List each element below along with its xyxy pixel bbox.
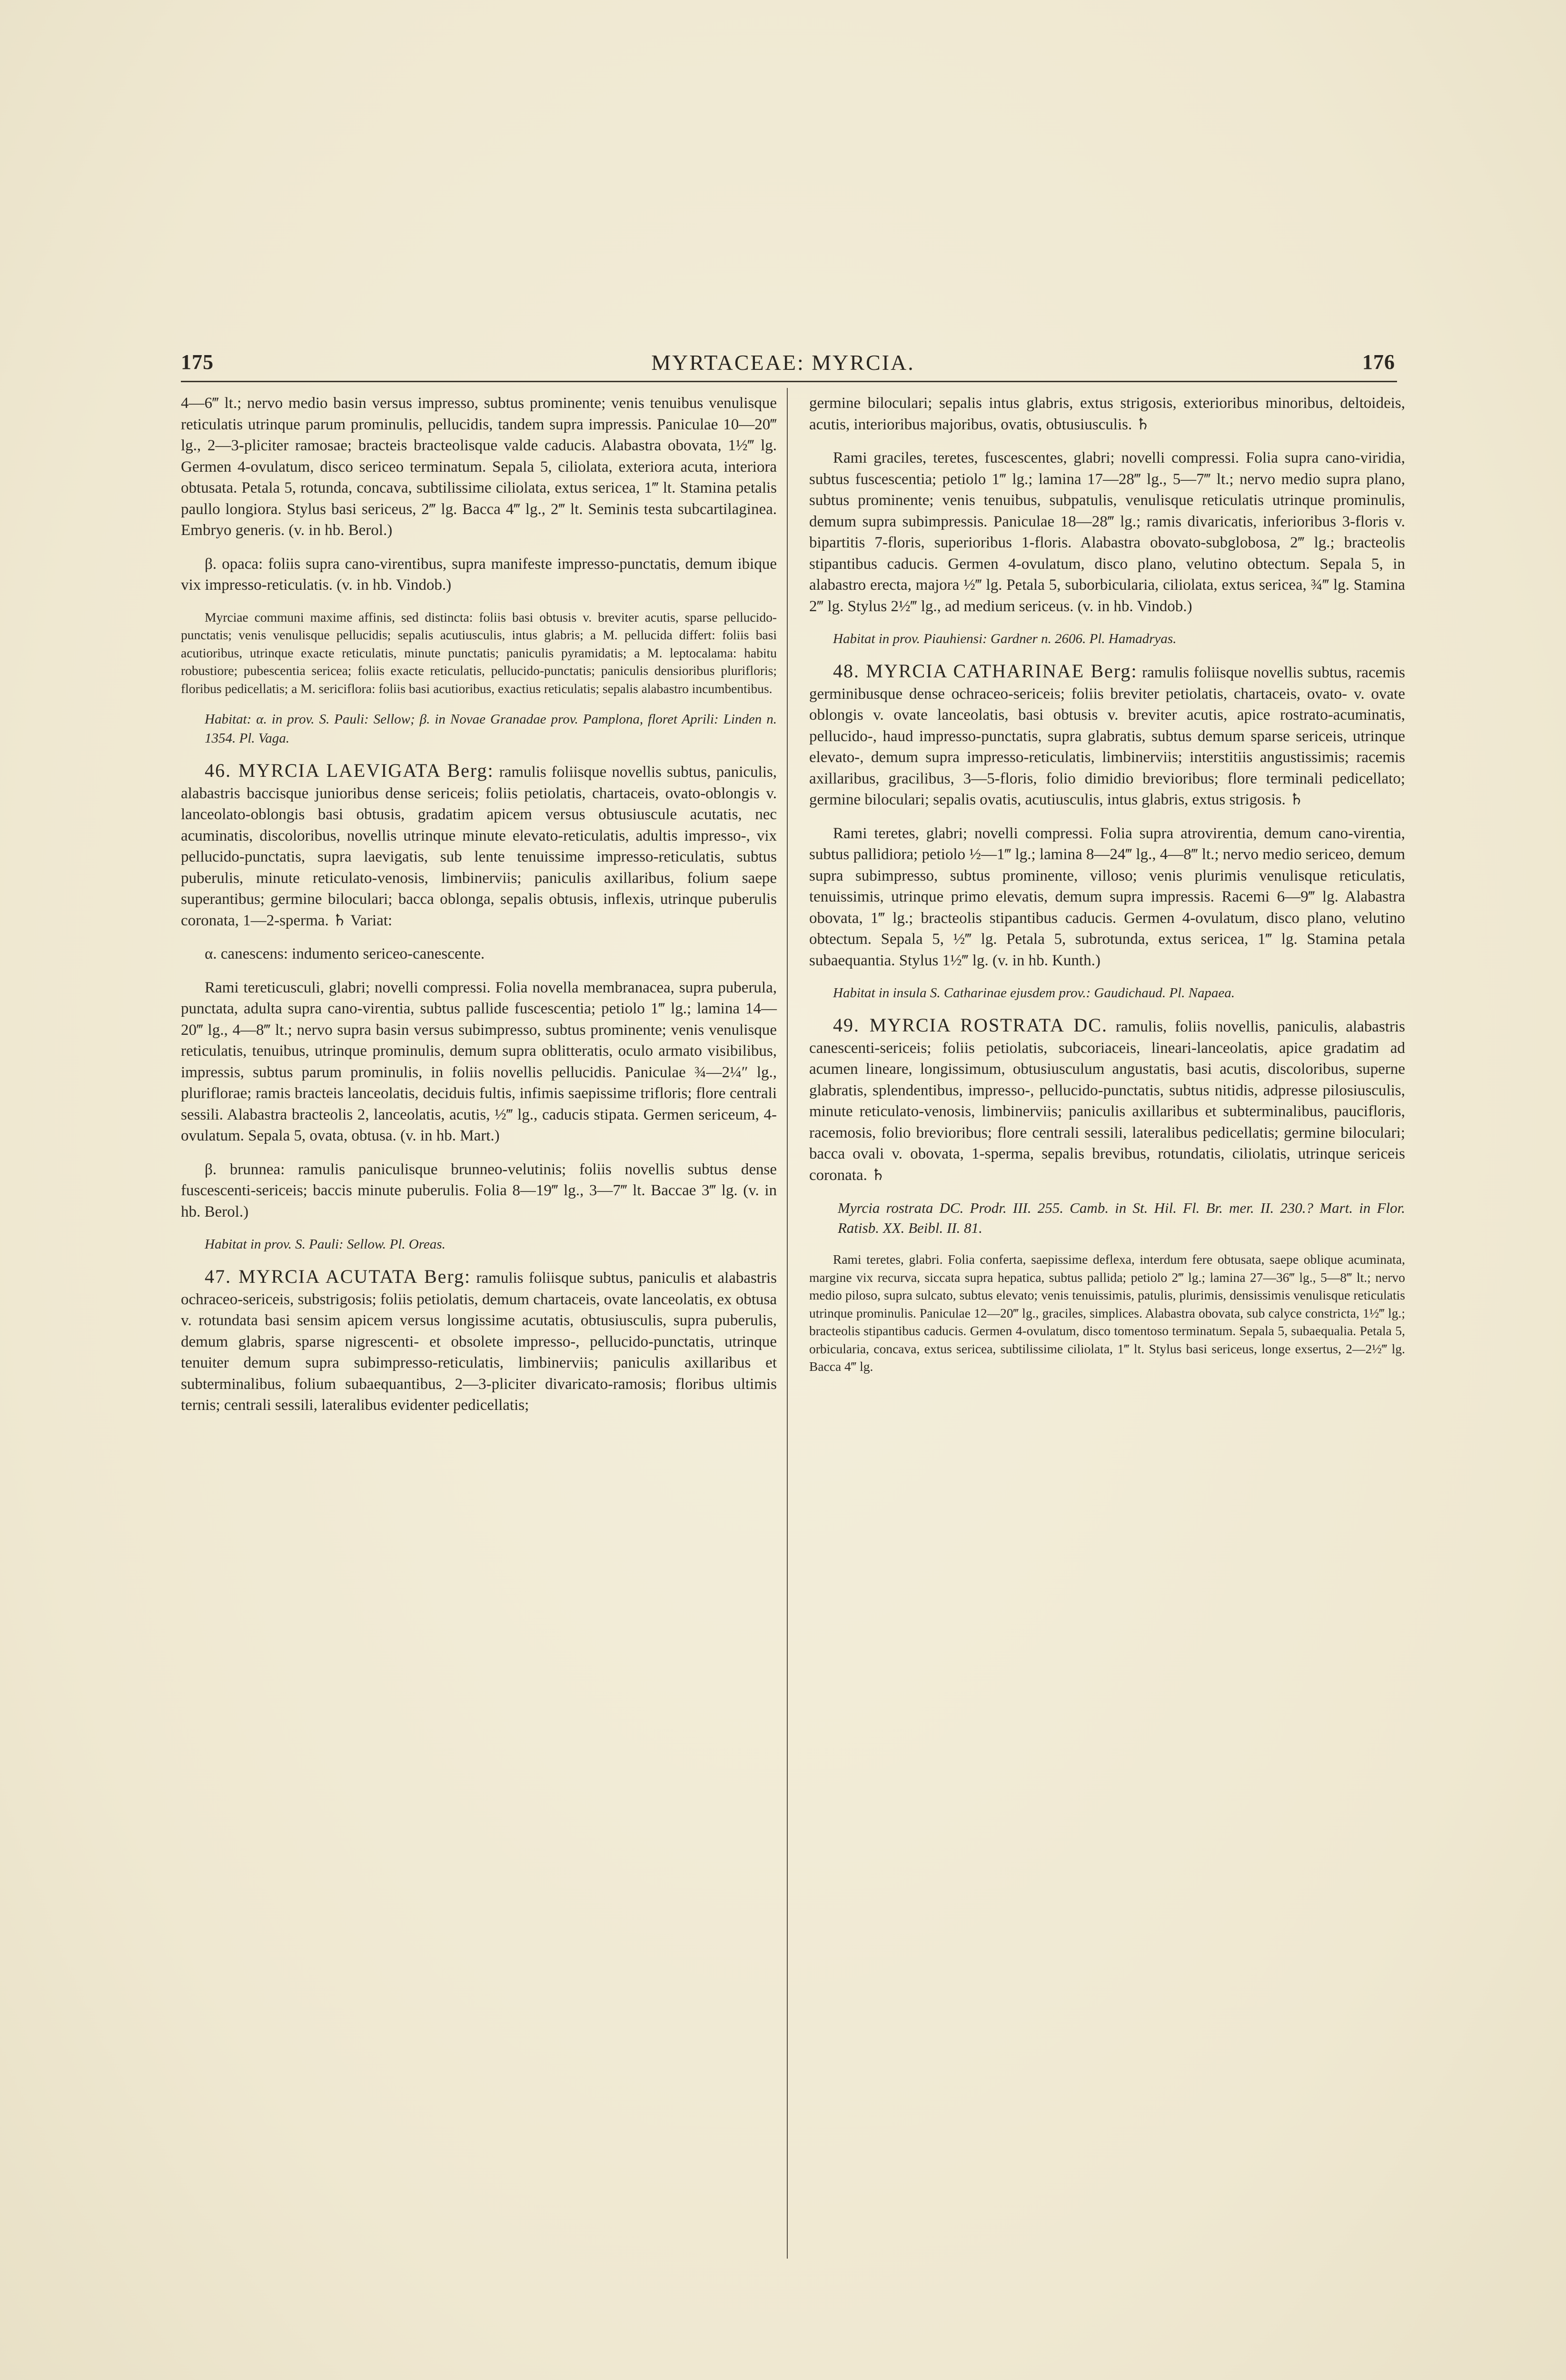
running-title: MYRTACEAE: MYRCIA. (651, 350, 915, 375)
species-heading: 48. MYRCIA CATHARINAE Berg: (833, 660, 1138, 682)
header-rule (181, 381, 1397, 382)
habitat-line: Habitat in prov. Piauhiensi: Gardner n. 2606. Pl. Hamadryas. (833, 631, 1177, 646)
species-heading: 47. MYRCIA ACUTATA Berg: (205, 1266, 471, 1287)
column-divider (787, 388, 788, 2259)
species-entry-49 (809, 1015, 1405, 1186)
habitat-line: Habitat: α. in prov. S. Pauli: Sellow; β. in Novae Granadae prov. Pamplona, floret Aprili: Linden n. 1354. Pl. Vaga. (205, 712, 777, 746)
habitat-line: Habitat in prov. S. Pauli: Sellow. Pl. Oreas. (205, 1237, 446, 1252)
species-diagnosis: ramulis foliisque novellis subtus, paniculis, alabastris baccisque junioribus dense sericeis; foliis petiolatis, chartaceis, ovato-oblongis v. lanceolato-oblongis basi obtusis, gradatim apicem versus obtusiuscule acutatis, nec acuminatis, discoloribus, novellis utrinque minute elevato-reticulatis, adultis impresso-, vix pellucido-punctatis, supra laevigatis, sub lente tenuissime impresso-reticulatis, subtus puberulis, minute reticulato-venosis, limbinerviis; paniculis axillaribus, folium saepe superantibus; germine biloculari; bacca oblonga, sepalis obtusis, inflexis, utrinque puberulis coronata, 1—2-sperma. ♄ Variat: (181, 764, 777, 929)
paragraph: β. brunnea: ramulis paniculisque brunneo-velutinis; foliis novellis subtus dense fuscescenti-sericeis; baccis minute puberulis. Folia 8—19‴ lg., 3—7‴ lt. Baccae 3‴ lg. (v. in hb. Berol.) (181, 1160, 777, 1220)
species-entry-47 (181, 1266, 777, 1416)
habitat-line: Habitat in insula S. Catharinae ejusdem prov.: Gaudichaud. Pl. Napaea. (833, 985, 1235, 1001)
paragraph: germine biloculari; sepalis intus glabris, extus strigosis, exterioribus minoribus, deltoideis, acutis, interioribus majoribus, ovatis, obtusiusculis. ♄ (809, 395, 1405, 433)
variety-line: α. canescens: indumento sericeo-canescente. (205, 945, 485, 962)
species-diagnosis: ramulis, foliis novellis, paniculis, alabastris canescenti-sericeis; foliis petiolatis, subcoriaceis, lineari-lanceolatis, apice gradatim ad acumen lineare, longissimum, obtusiusculum angustatis, basi acutis, discoloribus, superne glabratis, splendentibus, impresso-, pellucido-punctatis, subtus nitidis, adpresse pilosiusculis, minute reticulato-venosis, limbinerviis; paniculis axillaribus et subterminalibus, paucifloris, racemosis, folio brevioribus; flore centrali sessili, lateralibus pedicellatis; germine biloculari; bacca ovali v. obovata, 1-sperma, sepalis brevibus, rotundatis, ciliolatis, utrinque sericeis coronata. ♄ (809, 1018, 1405, 1184)
species-entry-46 (181, 760, 777, 931)
running-head (0, 350, 1566, 383)
left-column (181, 393, 777, 1428)
species-heading: 49. MYRCIA ROSTRATA DC. (833, 1014, 1108, 1036)
species-diagnosis: ramulis foliisque subtus, paniculis et alabastris ochraceo-sericeis, substrigosis; foliis petiolatis, demum chartaceis, ovate lanceolatis, ex obtusa v. rotundata basi sensim apicem versus longissime acutatis, obtusiusculis, supra puberulis, demum glabris, sparse nigrescenti- et obsolete impresso-, pellucido-punctatis, utrinque tenuiter demum supra subimpresso-reticulatis, limbinerviis; paniculis axillaribus et subterminalibus, folium subaequantibus, 2—3-pliciter divaricato-ramosis; floribus ultimis ternis; centrali sessili, lateralibus evidenter pedicellatis; (181, 1269, 777, 1414)
paragraph: Rami teretes, glabri; novelli compressi. Folia supra atrovirentia, demum cano-virentia, subtus pallidiora; petiolo ½—1‴ lg.; lamina 8—24‴ lg., 4—8‴ lt.; nervo medio sericeo, demum supra subimpresso, subtus prominente, villoso; venis plurimis venulisque reticulatis, tenuissimis, utrinque primo elevatis, demum supra impressis. Racemi 6—9‴ lg. Alabastra obovata, 1‴ lg.; bracteolis stipantibus caducis. Germen 4-ovulatum, disco plano, velutino obtectum. Sepala 5, ½‴ lg. Petala 5, subrotunda, extus sericea, 1‴ lg. Stamina petala subaequantia. Stylus 1½‴ lg. (v. in hb. Kunth.) (809, 824, 1405, 969)
species-heading: 46. MYRCIA LAEVIGATA Berg: (205, 760, 494, 781)
paragraph: β. opaca: foliis supra cano-virentibus, supra manifeste impresso-punctatis, demum ibique vix impresso-reticulatis. (v. in hb. Vindob.) (181, 555, 777, 594)
species-diagnosis: ramulis foliisque novellis subtus, racemis germinibusque dense ochraceo-sericeis; foliis breviter petiolatis, chartaceis, ovato- v. ovate oblongis v. ovate lanceolatis, basi obtusis v. breviter acutis, apice rostrato-acuminatis, pellucido-, haud impresso-punctatis, supra glabratis, subtus demum sparse sericeis, utrinque elevato-, demum supra impresso-reticulatis, limbinerviis; interstitiis angustissimis; racemis axillaribus, gracilibus, 3—5-floris, folio dimidio brevioribus; flore terminali pedicellato; germine biloculari; sepalis ovatis, acutiusculis, intus glabris, extus strigosis. ♄ (809, 664, 1405, 808)
paragraph: 4—6‴ lt.; nervo medio basin versus impresso, subtus prominente; venis tenuibus venulisque reticulatis utrinque parum prominulis, pellucidis, tandem supra impressis. Paniculae 10—20‴ lg., 2—3-pliciter ramosae; bracteis bracteolisque valde caducis. Alabastra obovata, 1½‴ lg. Germen 4-ovulatum, disco sericeo terminatum. Sepala 5, ciliolata, exteriora acuta, interiora obtusata. Petala 5, rotunda, concava, subtilissime ciliolata, extus sericea, 1‴ lt. Stamina petalis paullo longiora. Stylus basi sericeus, 2‴ lg. Bacca 4‴ lg., 2‴ lt. Seminis testa subcartilaginea. Embryo generis. (v. in hb. Berol.) (181, 395, 777, 539)
note-paragraph: Myrciae communi maxime affinis, sed distincta: foliis basi obtusis v. breviter acutis, sparse pellucido-punctatis; venis venulisque pellucidis; sepalis acutiusculis, intus glabris; a M. pellucida differt: foliis basi acutioribus, utrinque exacte reticulatis, minute punctatis; paniculis pyramidatis; a M. leptocalama: habitu robustiore; pubescentia sericea; foliis exacte reticulatis, pellucido-punctatis; paniculis densioribus plurifloris; floribus pedicellatis; a M. sericiflora: foliis basi acutioribus, exactius reticulatis; sepalis alabastro incumbentibus. (181, 609, 777, 696)
species-entry-48 (809, 661, 1405, 811)
description-paragraph: Rami teretes, glabri. Folia conferta, saepissime deflexa, interdum fere obtusata, saepe oblique acuminata, margine vix recurva, siccata supra hepatica, subtus pallida; petiolo 2‴ lg.; lamina 27—36‴ lg., 5—8‴ lt.; nervo medio piloso, supra sulcato, subtus elevato; venis tenuissimis, patulis, plurimis, densissimis venulisque reticulatis utrinque prominulis. Paniculae 12—20‴ lg., graciles, simplices. Alabastra obovata, sub calyce constricta, 1½‴ lg.; bracteolis stipantibus caducis. Germen 4-ovulatum, disco tomentoso terminatum. Sepala 5, subaequalia. Petala 5, orbicularia, concava, extus sericea, subtilissime ciliolata, 1‴ lt. Stylus basi sericeus, longe exsertus, 2—2½‴ lg. Bacca 4‴ lg. (809, 1252, 1405, 1374)
right-column (809, 393, 1405, 1388)
page-number-right: 176 (1362, 350, 1395, 374)
synonymy-line: Myrcia rostrata DC. Prodr. III. 255. Camb. in St. Hil. Fl. Br. mer. II. 230.? Mart. in Flor. Ratisb. XX. Beibl. II. 81. (838, 1200, 1405, 1236)
paragraph: Rami graciles, teretes, fuscescentes, glabri; novelli compressi. Folia supra cano-viridia, subtus fuscescentia; petiolo 1‴ lg.; lamina 17—28‴ lg., 5—7‴ lt.; nervo medio supra plano, subtus prominente; venis tenuibus, subpatulis, venulisque reticulatis utrinque prominulis, demum supra subimpressis. Paniculae 18—28‴ lg.; ramis divaricatis, inferioribus 3-floris v. bipartitis 7-floris, superioribus 1-floris. Alabastra obovato-subglobosa, 2‴ lg.; bracteolis stipantibus caducis. Germen 4-ovulatum, disco plano, velutino obtectum. Sepala 5, in alabastro erecta, majora ½‴ lg. Petala 5, suborbicularia, ciliolata, extus sericea, ¾‴ lg. Stamina 2‴ lg. Stylus 2½‴ lg., ad medium sericeus. (v. in hb. Vindob.) (809, 449, 1405, 615)
paragraph: Rami tereticusculi, glabri; novelli compressi. Folia novella membranacea, supra puberula, punctata, adulta supra cano-virentia, subtus pallide fuscescentia; petiolo 1‴ lg.; lamina 14—20‴ lg., 4—8‴ lt.; nervo supra basin versus subimpresso, subtus prominente; venis venulisque reticulatis, tenuibus, utrinque prominulis, demum supra oblitteratis, oculo armato visibilibus, impressis, subtus parum prominulis, in foliis novellis pellucidis. Paniculae ¾—2¼″ lg., pluriflorae; ramis bracteis lanceolatis, deciduis fultis, infimis saepissime trifloris; flore centrali sessili. Alabastra bracteolis 2, lanceolatis, acutis, ½‴ lg., caducis stipata. Germen sericeum, 4-ovulatum. Sepala 5, ovata, obtusa. (v. in hb. Mart.) (181, 979, 777, 1144)
page-number-left: 175 (181, 350, 214, 374)
